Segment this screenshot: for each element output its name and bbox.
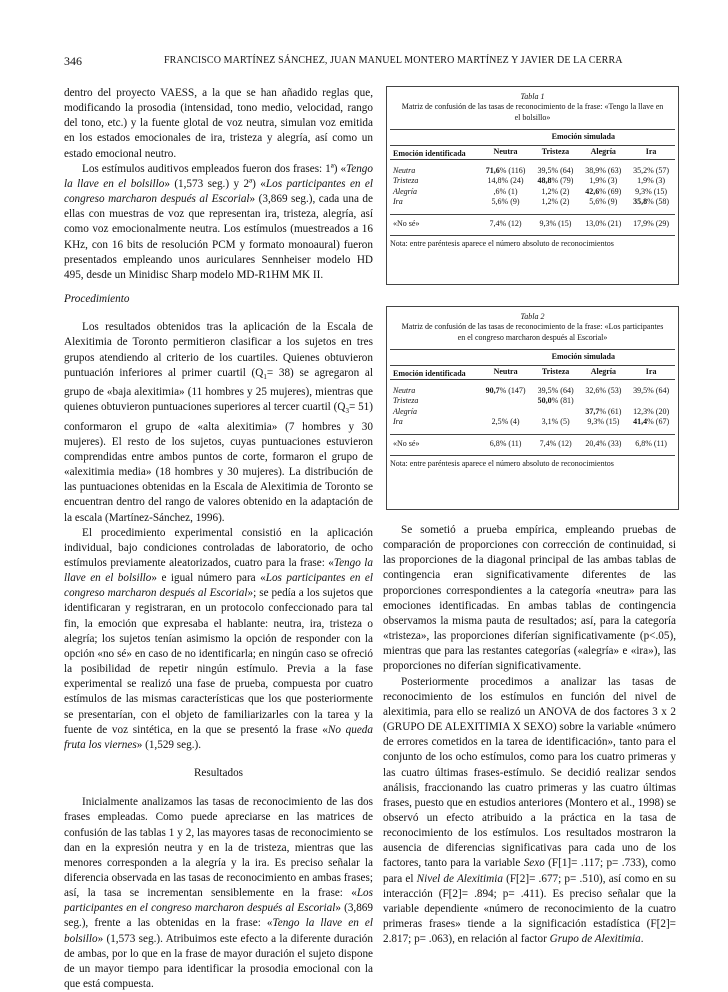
column-header: Alegría <box>590 147 616 157</box>
table-cell <box>479 407 531 417</box>
paragraph: Los resultados obtenidos tras la aplicación de la Escala de Alexitimia de Toronto permitieron clasificar a los sujetos en tres grupos atendiendo al criterio de los cuartiles. Quienes obtuvieron puntuación inferiores al primer cuartil $(Q_1= 38)$ se agregaron al grupo de «baja alexitimia» (11 hombres y 25 mujeres), mientras que quienes obtuvieron puntuaciones superiores al tercer cuartil $(Q_3= 51)$ conformaron el grupo de «alta alexitimia» (7 hombres y 30 mujeres). El resto de los sujetos, cuyas puntuaciones estuvieron comprendidas entre ambos puntos de corte, formaron el grupo de «alexitimia media» (18 hombres y 30 mujeres). La distribución de las puntuaciones obtenidas en la Escala de Alexitimia de Toronto se encuentran dentro del rango de valores obtenido en la adaptación de la escala (Martínez-Sánchez, 1996). <box>64 321 373 524</box>
table-cell: 39,5% (64) <box>537 166 574 176</box>
row-label: Ira <box>393 417 403 427</box>
table-header-row <box>390 366 675 380</box>
table-cell: ,6% (1) <box>493 186 518 196</box>
row-header-label: Emoción identificada <box>393 368 466 378</box>
table-note: Nota: entre paréntesis aparece el número absoluto de reconocimientos <box>390 235 675 249</box>
paragraph: Los estímulos auditivos empleados fueron dos frases: 1ª) «Tengo la llave en el bolsillo» (1,573 seg.) y 2ª) «Los participantes en el congreso marcharon después al Escorial» (3,869 seg.), cada una de ellas con muestras de voz que representan ira, tristeza, alegría, así como voz emocionalmente neutra. Los estímulos (muestreados a 16 KHz, con 16 bits de resolución PCM y formato monoaural) fueron presentados empleando unos auriculares Sennheiser modelo HD 495, desde un Minidisc Sharp modelo MD-R1HM MK II. <box>64 162 373 281</box>
row-label: «No sé» <box>390 214 480 235</box>
simulated-emotion-header: Emoción simulada <box>390 129 675 145</box>
row-header-label: Emoción identificada <box>393 148 466 158</box>
table-row <box>390 166 675 176</box>
table-cell: 42,6% (69) <box>585 186 622 196</box>
confusion-matrix <box>390 366 675 455</box>
table-cell: 7,4% (12) <box>532 434 580 455</box>
table-cell <box>479 396 531 406</box>
column-header: Tristeza <box>541 147 570 157</box>
row-label: Neutra <box>393 386 416 396</box>
paragraph: Posteriormente procedimos a analizar las tasas de reconocimiento de los estímulos en función del nivel de alexitimia, para ello se realizó un ANOVA de dos factores 3 x 2 (GRUPO DE ALEXITIMIA X SEXO) sobre la variable «número de errores cometidos en la tarea de identificación», tanto para el conjunto de los ocho estímulos, como para los cuatro primeras y las cuatro últimas frases-estímulo. Se decidió realizar sendos análisis, fraccionando las cuatro primeras y las cuatro últimas frases, puesto que en estudios anteriores (Montero et al., 1998) se observó un efecto atribuido a la práctica en la tasa de reconocimiento de los estímulos. Los resultados mostraron la ausencia de diferencias significativas para cada uno de los factores, tanto para la variable Sexo (F[1]= .117; p= .733), como para el Nivel de Alexitimia (F[2]= .677; p= .510), así como en su interacción (F[2]= .894; p= .411). Es preciso señalar que la variable dependiente «número de reconocimiento de la cuatro primeras frases» tiende a la significación estadística (F[2]= 2.817; p= .063), en relación al factor Grupo de Alexitimia. <box>383 675 677 946</box>
table-1 <box>386 86 679 285</box>
table-row <box>390 187 675 197</box>
table-row <box>390 417 675 427</box>
table-cell: 5,6% (9) <box>589 197 618 207</box>
table-row <box>390 176 675 186</box>
table-cell: 6,8% (11) <box>627 434 675 455</box>
table-cell: 17,9% (29) <box>627 214 675 235</box>
table-number: Tabla 1 <box>520 92 545 101</box>
table-cell: 9,3% (15) <box>587 417 620 427</box>
table-cell: 35,2% (57) <box>633 166 670 176</box>
table-row-nose <box>390 214 675 235</box>
table-cell: 14,8% (24) <box>487 176 524 186</box>
simulated-emotion-header: Emoción simulada <box>390 349 675 365</box>
table-cell: 71,6% (116) <box>485 166 526 176</box>
section-heading: Resultados <box>193 767 244 780</box>
row-label: Alegría <box>393 406 417 416</box>
table-header-row <box>390 146 675 160</box>
paragraph: El procedimiento experimental consistió en la aplicación individual, bajo condiciones controladas de laboratorio, de ocho estímulos previamente aleatorizados, cuatro para la frase: «Tengo la llave en el bolsillo» e igual número para «Los participantes en el congreso marcharon después al Escorial»; se pedía a los sujetos que identificaran y registraran, en un protocolo confeccionado para tal fin, la emoción que expresaba el hablante: neutra, ira, tristeza o alegría; los sujetos tenían asimismo la opción de responder con la opción «no sé» en caso de no identificarla; en ningún caso se ofreció la posibilidad de repetir ningún estímulo. Previa a la fase experimental se realizó una fase de prueba, compuesta por cuatro estímulos de las mismas características que los que posteriormente se presentarían, con el objeto de familiarizarles con la tarea y la fuente de voz sintética, en la que se presentó la frase «No queda fruta los viernes» (1,529 seg.). <box>64 526 373 751</box>
table-caption: Matriz de confusión de las tasas de reconocimiento de la frase: «Tengo la llave en el bolsillo» <box>401 102 664 122</box>
table-cell: 39,5% (64) <box>633 386 670 396</box>
table-cell: 32,6% (53) <box>585 386 622 396</box>
row-label: «No sé» <box>390 434 479 455</box>
table-cell: 48,8% (79) <box>537 176 574 186</box>
table-cell: 6,8% (11) <box>479 434 531 455</box>
table-cell: 1,9% (3) <box>589 176 618 186</box>
table-cell <box>532 407 580 417</box>
table-cell: 12,3% (20) <box>633 406 670 416</box>
page-number: 346 <box>64 54 82 68</box>
table-row-nose <box>390 434 675 455</box>
row-label: Alegría <box>393 186 417 196</box>
table-cell: 39,5% (64) <box>537 386 574 396</box>
table-number: Tabla 2 <box>520 312 545 321</box>
table-cell: 37,7% (61) <box>585 406 622 416</box>
table-cell: 9,3% (15) <box>635 186 668 196</box>
table-cell: 1,2% (2) <box>541 186 570 196</box>
table-cell: 3,1% (5) <box>541 417 570 427</box>
table-cell: 1,9% (3) <box>637 176 666 186</box>
column-header: Neutra <box>493 147 518 157</box>
column-header: Alegría <box>590 367 617 377</box>
table-cell <box>579 396 627 406</box>
paragraph: Se sometió a prueba empírica, empleando pruebas de comparación de proporciones con corrección de continuidad, si las proporciones de la diagonal principal de las ambas tablas de contingencia eran significativamente diferentes de las proporciones correspondientes a la categoría «neutra» para las emociones identificadas. En ambas tablas de contingencia observamos la misma pauta de resultados; así, para la categoría «tristeza», las proporciones diferían significativamente (p<.05), mientras que para las restantes categorías («alegría» e «ira»), las proporciones no diferían significativamente. <box>383 524 676 673</box>
table-cell: 13,0% (21) <box>579 214 627 235</box>
column-header: Neutra <box>493 367 518 377</box>
table-cell: 1,2% (2) <box>541 197 570 207</box>
table-cell: 35,8% (58) <box>633 197 670 207</box>
table-row <box>390 407 675 417</box>
confusion-matrix <box>390 146 675 235</box>
table-2 <box>386 306 679 510</box>
table-cell: 50,0% (81) <box>537 396 574 406</box>
row-label: Ira <box>393 197 403 207</box>
table-note: Nota: entre paréntesis aparece el número absoluto de reconocimientos <box>390 455 675 469</box>
table-cell: 20,4% (33) <box>579 434 627 455</box>
table-row <box>390 197 675 207</box>
table-cell: 38,9% (63) <box>585 166 622 176</box>
table-row <box>390 396 675 406</box>
table-cell <box>627 396 675 406</box>
table-cell: 90,7% (147) <box>485 386 526 396</box>
table-caption: Matriz de confusión de las tasas de reconocimiento de la frase: «Los participantes en el congreso marcharon después al Escorial» <box>401 322 664 342</box>
table-cell: 2,5% (4) <box>491 417 520 427</box>
table-cell: 9,3% (15) <box>532 214 580 235</box>
running-header-authors: FRANCISCO MARTÍNEZ SÁNCHEZ, JUAN MANUEL MONTERO MARTÍNEZ Y JAVIER DE LA CERRA <box>164 55 623 66</box>
right-column <box>383 523 676 947</box>
table-cell: 7,4% (12) <box>480 214 532 235</box>
column-header: Ira <box>645 367 657 377</box>
table-cell: 41,4% (67) <box>633 417 670 427</box>
row-label: Tristeza <box>393 176 419 186</box>
subsection-heading: Procedimiento <box>64 293 130 306</box>
paragraph: dentro del proyecto VAESS, a la que se han añadido reglas que, modificando la prosodia (intensidad, tono medio, velocidad, rango del tono, etc.) y la fuente glotal de voz neutra, simulan voz emitida en los estados emocionales de ira, tristeza y alegría, así como un estado emocional neutro. <box>64 87 373 160</box>
paragraph: Inicialmente analizamos las tasas de reconocimiento de las dos frases empleadas. Como puede apreciarse en las matrices de confusión de las tablas 1 y 2, las mayores tasas de reconocimiento se dan en la expresión neutra y en la de tristeza, mientras que las menores corresponden a la alegría y la ira. Es preciso señalar la diferencia observada en las tasas de reconocimiento en ambas frases; así, la tasa se incrementan sensiblemente en la frase: «Los participantes en el congreso marcharon después al Escorial» (3,869 seg.), frente a las obtenidas en la frase: «Tengo la llave en el bolsillo» (1,573 seg.). Atribuimos este efecto a la diferente duración de ambas, por lo que en la frase de mayor duración el sujeto dispone de un mayor tiempo para identificar la prosodia emocional con la que está compuesta. <box>64 796 373 991</box>
row-label: Neutra <box>393 166 416 176</box>
row-label: Tristeza <box>393 396 419 406</box>
column-header: Tristeza <box>541 367 570 377</box>
column-header: Ira <box>645 147 657 157</box>
table-row <box>390 386 675 396</box>
table-cell: 5,6% (9) <box>491 197 520 207</box>
left-column <box>64 86 373 992</box>
